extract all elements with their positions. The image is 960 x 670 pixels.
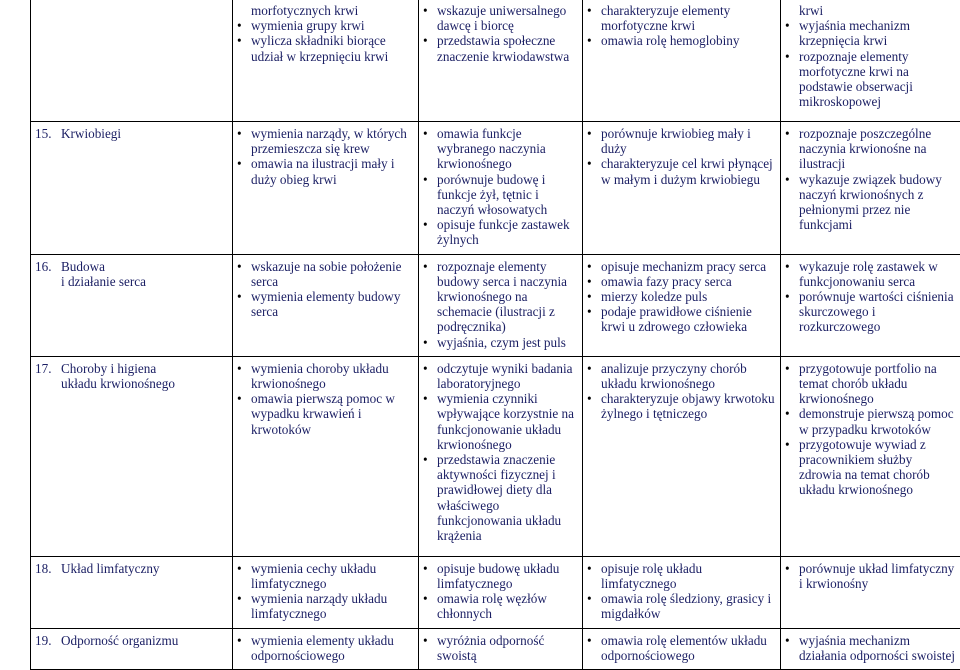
requirement-item: • omawia rolę hemoglobiny <box>587 33 776 48</box>
topic-title <box>61 561 160 576</box>
table-row <box>31 254 960 356</box>
requirement-list <box>423 259 578 350</box>
topic-title-line: Odporność organizmu <box>61 633 178 648</box>
requirement-list <box>587 361 776 422</box>
topic-title-line: Krwiobiegi <box>61 126 121 141</box>
requirement-item: • mierzy koledze puls <box>587 289 776 304</box>
requirement-cell <box>583 356 781 556</box>
requirement-list <box>423 633 578 663</box>
requirement-item: • charakteryzuje cel krwi płynącej w małym i dużym krwiobiegu <box>587 156 776 186</box>
topic-title-line: i działanie serca <box>61 274 146 289</box>
requirement-list <box>237 361 414 437</box>
requirement-item: • wymienia elementy układu odpornościowego <box>237 633 414 663</box>
requirement-list <box>785 259 956 335</box>
requirement-list <box>587 259 776 335</box>
requirement-item: • podaje prawidłowe ciśnienie krwi u zdrowego człowieka <box>587 304 776 334</box>
table-body <box>31 0 960 670</box>
requirement-cell <box>419 122 583 255</box>
requirement-item: • wymienia narządy układu limfatycznego <box>237 591 414 621</box>
topic-cell <box>31 254 233 356</box>
requirement-list <box>237 259 414 320</box>
requirement-item: • charakteryzuje objawy krwotoku żylnego i tętniczego <box>587 391 776 421</box>
topic-number: 18. <box>35 561 61 576</box>
requirement-item: • odczytuje wyniki badania laboratoryjnego <box>423 361 578 391</box>
requirement-item: • wymienia cechy układu limfatycznego <box>237 561 414 591</box>
requirement-cell <box>781 556 960 628</box>
requirement-item: • porównuje wartości ciśnienia skurczowego i rozkurczowego <box>785 289 956 335</box>
topic-cell <box>31 556 233 628</box>
requirement-item: • opisuje budowę układu limfatycznego <box>423 561 578 591</box>
requirement-item: • opisuje funkcje zastawek żylnych <box>423 217 578 247</box>
requirement-cell <box>233 254 419 356</box>
topic-number: 16. <box>35 259 61 274</box>
topic-title <box>61 361 175 391</box>
requirement-cell <box>583 556 781 628</box>
table-row <box>31 0 960 122</box>
requirement-list <box>423 126 578 248</box>
requirement-item: • demonstruje pierwszą pomoc w przypadku krwotoków <box>785 406 956 436</box>
requirement-cell <box>233 0 419 122</box>
requirement-continuation: morfotycznych krwi <box>237 3 414 18</box>
requirement-item: • wymienia czynniki wpływające korzystnie na funkcjonowanie układu krwionośnego <box>423 391 578 452</box>
requirement-cell <box>419 254 583 356</box>
requirement-item: • wymienia grupy krwi <box>237 18 414 33</box>
topic-title <box>61 633 178 648</box>
topic-cell <box>31 356 233 556</box>
requirement-cell <box>419 0 583 122</box>
requirement-item: • wskazuje uniwersalnego dawcę i biorcę <box>423 3 578 33</box>
requirement-list <box>587 561 776 622</box>
requirement-list <box>587 3 776 49</box>
requirement-item: • porównuje krwiobieg mały i duży <box>587 126 776 156</box>
requirement-list <box>423 561 578 622</box>
topic-number: 19. <box>35 633 61 648</box>
requirement-item: • rozpoznaje elementy morfotyczne krwi na podstawie obserwacji mikroskopowej <box>785 49 956 110</box>
requirement-cell <box>781 0 960 122</box>
requirement-list <box>785 3 956 109</box>
requirement-list <box>423 3 578 64</box>
requirement-item: • omawia rolę węzłów chłonnych <box>423 591 578 621</box>
requirement-cell <box>781 356 960 556</box>
requirement-list <box>587 633 776 663</box>
requirements-table <box>30 0 960 670</box>
requirement-list <box>785 561 956 591</box>
requirement-item: • przedstawia znaczenie aktywności fizycznej i prawidłowej diety dla właściwego funkcjonowania układu krążenia <box>423 452 578 543</box>
requirement-list <box>587 126 776 187</box>
requirement-item: • analizuje przyczyny chorób układu krwionośnego <box>587 361 776 391</box>
requirement-cell <box>781 254 960 356</box>
requirement-item: • wylicza składniki biorące udział w krzepnięciu krwi <box>237 33 414 63</box>
topic-title <box>61 259 146 289</box>
requirement-cell <box>583 254 781 356</box>
requirement-cell <box>233 356 419 556</box>
requirement-list <box>237 633 414 663</box>
requirement-item: • wyróżnia odporność swoistą <box>423 633 578 663</box>
topic-cell <box>31 122 233 255</box>
requirement-list <box>237 126 414 187</box>
requirement-list <box>237 3 414 64</box>
requirement-list <box>785 126 956 232</box>
requirement-cell <box>781 122 960 255</box>
requirement-list <box>785 633 956 663</box>
topic-number: 15. <box>35 126 61 141</box>
requirement-item: • wykazuje rolę zastawek w funkcjonowaniu serca <box>785 259 956 289</box>
topic-number: 17. <box>35 361 61 376</box>
requirement-item: • opisuje mechanizm pracy serca <box>587 259 776 274</box>
requirement-item: • wykazuje związek budowy naczyń krwionośnych z pełnionymi przez nie funkcjami <box>785 172 956 233</box>
requirement-cell <box>583 122 781 255</box>
requirement-list <box>785 361 956 498</box>
topic-title <box>61 126 121 141</box>
topic-title-line: Układ limfatyczny <box>61 561 160 576</box>
requirement-item: • porównuje budowę i funkcje żył, tętnic i naczyń włosowatych <box>423 172 578 218</box>
requirement-cell <box>583 0 781 122</box>
requirement-cell <box>419 356 583 556</box>
topic-title-line: układu krwionośnego <box>61 376 175 391</box>
requirement-item: • przygotowuje portfolio na temat chorób układu krwionośnego <box>785 361 956 407</box>
topic-title-line: Choroby i higiena <box>61 361 175 376</box>
requirement-item: • wyjaśnia mechanizm krzepnięcia krwi <box>785 18 956 48</box>
requirement-item: • wymienia narządy, w których przemieszcza się krew <box>237 126 414 156</box>
requirement-item: • omawia na ilustracji mały i duży obieg krwi <box>237 156 414 186</box>
requirement-item: • rozpoznaje elementy budowy serca i naczynia krwionośnego na schemacie (ilustracji z podręcznika) <box>423 259 578 335</box>
requirement-item: • omawia pierwszą pomoc w wypadku krwawień i krwotoków <box>237 391 414 437</box>
topic-title-line: Budowa <box>61 259 146 274</box>
requirement-list <box>237 561 414 622</box>
requirement-cell <box>419 556 583 628</box>
requirement-list <box>423 361 578 543</box>
topic-cell <box>31 0 233 122</box>
requirement-item: • wymienia elementy budowy serca <box>237 289 414 319</box>
requirement-item: • omawia rolę śledziony, grasicy i migdałków <box>587 591 776 621</box>
requirement-cell <box>233 122 419 255</box>
requirement-item: • wyjaśnia, czym jest puls <box>423 335 578 350</box>
table-row <box>31 356 960 556</box>
requirement-item: • porównuje układ limfatyczny i krwionośny <box>785 561 956 591</box>
table-row <box>31 556 960 628</box>
requirement-cell <box>233 556 419 628</box>
requirement-item: • wymienia choroby układu krwionośnego <box>237 361 414 391</box>
requirement-item: • rozpoznaje poszczególne naczynia krwionośne na ilustracji <box>785 126 956 172</box>
table-row <box>31 122 960 255</box>
requirement-item: • przedstawia społeczne znaczenie krwiodawstwa <box>423 33 578 63</box>
requirement-item: • wyjaśnia mechanizm działania odporności swoistej <box>785 633 956 663</box>
requirement-item: • charakteryzuje elementy morfotyczne krwi <box>587 3 776 33</box>
requirement-item: • wskazuje na sobie położenie serca <box>237 259 414 289</box>
requirement-item: • omawia rolę elementów układu odpornościowego <box>587 633 776 663</box>
requirement-item: • omawia funkcje wybranego naczynia krwionośnego <box>423 126 578 172</box>
requirement-continuation: krwi <box>785 3 956 18</box>
requirement-item: • przygotowuje wywiad z pracownikiem służby zdrowia na temat chorób układu krwionośnego <box>785 437 956 498</box>
requirement-item: • opisuje rolę układu limfatycznego <box>587 561 776 591</box>
requirement-item: • omawia fazy pracy serca <box>587 274 776 289</box>
